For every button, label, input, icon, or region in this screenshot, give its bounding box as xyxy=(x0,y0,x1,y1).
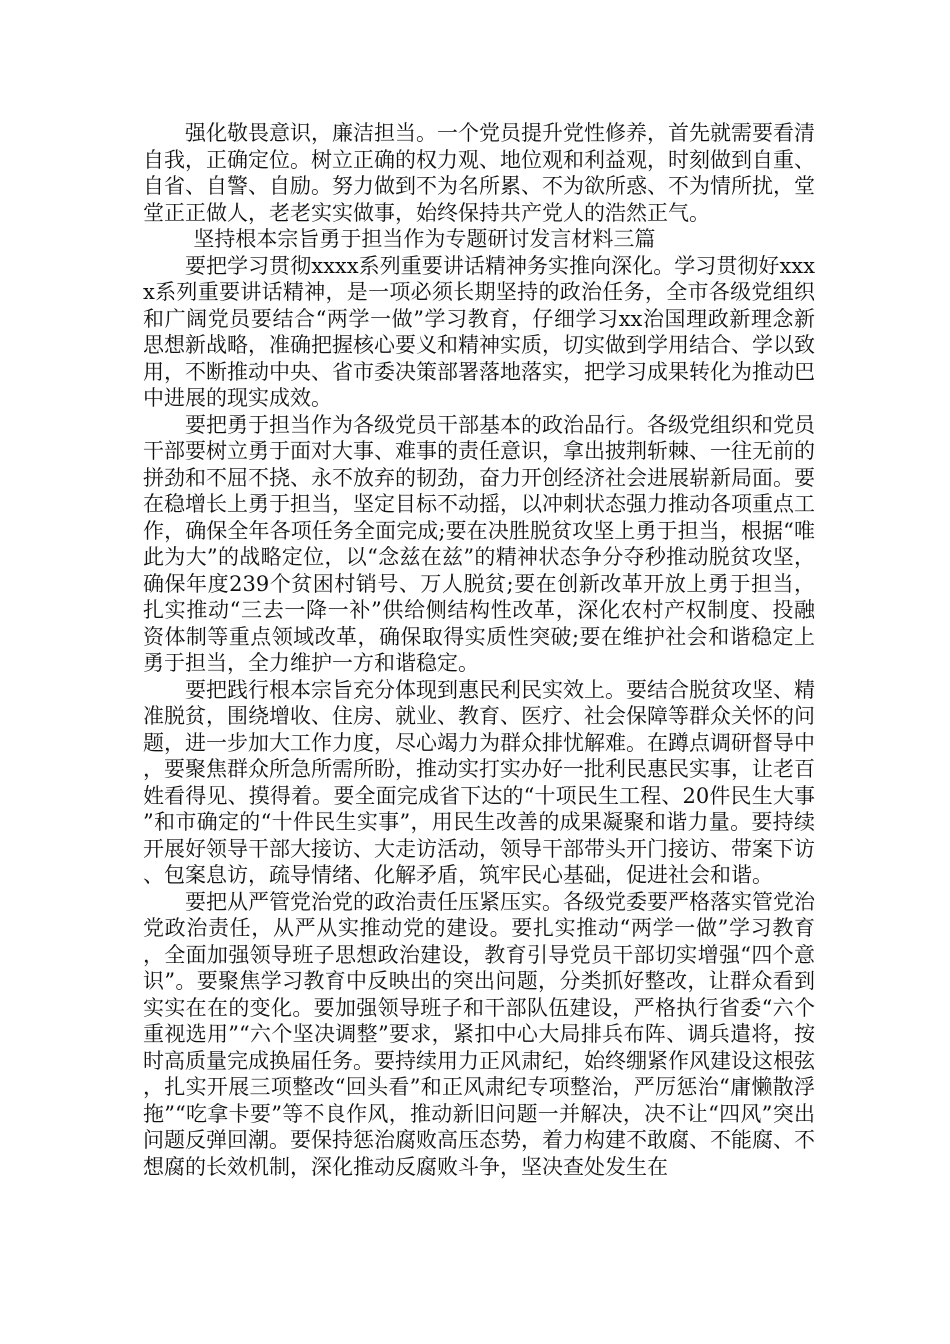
body-paragraph-1: 要把学习贯彻xxxx系列重要讲话精神务实推向深化。学习贯彻好xxxx系列重要讲话精神，是一项必须长期坚持的政治任务，全市各级党组织和广阔党员要结合“两学一做”学习教育，仔细学习xx治国理政新理念新思想新战略，准确把握核心要义和精神实质，切实做到学用结合、学以致用，不断推动中央、省市委决策部署落地落实，把学习成果转化为推动巴中进展的现实成效。 xyxy=(143,253,815,410)
body-paragraph-2: 要把勇于担当作为各级党员干部基本的政治品行。各级党组织和党员干部要树立勇于面对大事、难事的责任意识，拿出披荆斩棘、一往无前的拼劲和不屈不挠、永不放弃的韧劲，奋力开创经济社会进展崭新局面。要在稳增长上勇于担当，坚定目标不动摇，以冲刺状态强力推动各项重点工作，确保全年各项任务全面完成;要在决胜脱贫攻坚上勇于担当，根据“唯此为大”的战略定位，以“念兹在兹”的精神状态争分夺秒推动脱贫攻坚，确保年度239个贫困村销号、万人脱贫;要在创新改革开放上勇于担当，扎实推动“三去一降一补”供给侧结构性改革，深化农村产权制度、投融资体制等重点领域改革，确保取得实质性突破;要在维护社会和谐稳定上勇于担当，全力维护一方和谐稳定。 xyxy=(143,412,815,675)
body-paragraph-4: 要把从严管党治党的政治责任压紧压实。各级党委要严格落实管党治党政治责任，从严从实推动党的建设。要扎实推动“两学一做”学习教育，全面加强领导班子思想政治建设，教育引导党员干部切实增强“四个意识”。要聚焦学习教育中反映出的突出问题，分类抓好整改，让群众看到实实在在的变化。要加强领导班子和干部队伍建设，严格执行省委“六个重视选用”“六个坚决调整”要求，紧扣中心大局排兵布阵、调兵遣将，按时高质量完成换届任务。要持续用力正风肃纪，始终绷紧作风建设这根弦，扎实开展三项整改“回头看”和正风肃纪专项整治，严厉惩治“庸懒散浮拖”“吃拿卡要”等不良作风，推动新旧问题一并解决，决不让“四风”突出问题反弹回潮。要保持惩治腐败高压态势，着力构建不敢腐、不能腐、不想腐的长效机制，深化推动反腐败斗争，坚决查处发生在 xyxy=(143,889,815,1179)
body-paragraph-3: 要把践行根本宗旨充分体现到惠民利民实效上。要结合脱贫攻坚、精准脱贫，围绕增收、住房、就业、教育、医疗、社会保障等群众关怀的问题，进一步加大工作力度，尽心竭力为群众排忧解难。在蹲点调研督导中，要聚焦群众所急所需所盼，推动实打实办好一批利民惠民实事，让老百姓看得见、摸得着。要全面完成省下达的“十项民生工程、20件民生大事”和市确定的“十件民生实事”，用民生改善的成果凝聚和谐力量。要持续开展好领导干部大接访、大走访活动，领导干部带头开门接访、带案下访、包案息访，疏导情绪、化解矛盾，筑牢民心基础，促进社会和谐。 xyxy=(143,677,815,887)
document-title: 坚持根本宗旨勇于担当作为专题研讨发言材料三篇 xyxy=(193,227,656,251)
document-page xyxy=(143,120,815,1180)
intro-paragraph: 强化敬畏意识，廉洁担当。一个党员提升党性修养，首先就需要看清自我，正确定位。树立正确的权力观、地位观和利益观，时刻做到自重、自省、自警、自励。努力做到不为名所累、不为欲所惑、不为情所扰，堂堂正正做人，老老实实做事，始终保持共产党人的浩然正气。 xyxy=(143,121,815,225)
